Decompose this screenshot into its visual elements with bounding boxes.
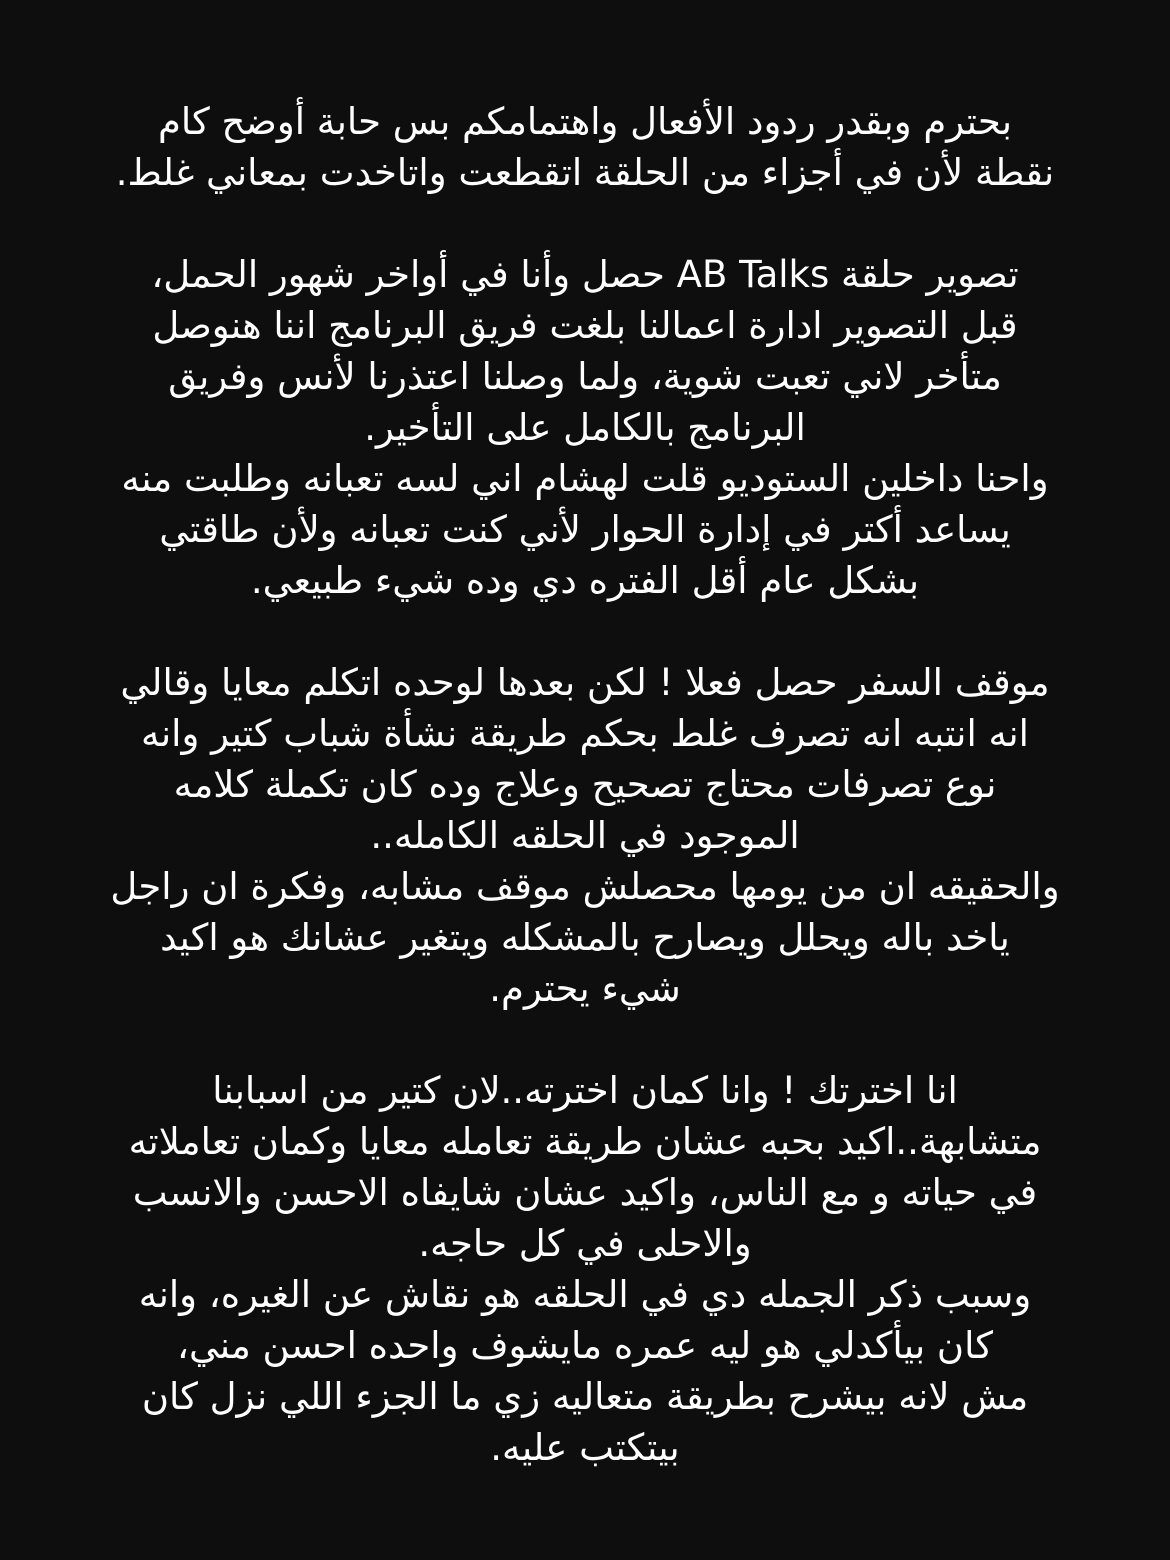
text-line: في حياته و مع الناس، واكيد عشان شايفاه الاحسن والانسب bbox=[132, 1171, 1038, 1214]
text-line: انا اخترتك ! وانا كمان اخترته..لان كتير من اسبابنا bbox=[212, 1069, 958, 1112]
text-line: شيء يحترم. bbox=[489, 967, 681, 1010]
text-line: كان بيأكدلي هو ليه عمره مايشوف واحده احسن مني، bbox=[177, 1324, 993, 1367]
text-line: يساعد أكتر في إدارة الحوار لأني كنت تعبانه ولأن طاقتي bbox=[159, 508, 1011, 551]
text-line: واحنا داخلين الستوديو قلت لهشام اني لسه تعبانه وطلبت منه bbox=[121, 457, 1049, 500]
text-line: موقف السفر حصل فعلا ! لكن بعدها لوحده اتكلم معايا وقالي bbox=[120, 661, 1050, 704]
paragraph-choice bbox=[60, 1065, 1110, 1473]
text-line: نوع تصرفات محتاج تصحيح وعلاج وده كان تكملة كلامه bbox=[173, 763, 997, 806]
text-line: الموجود في الحلقه الكامله.. bbox=[370, 814, 800, 857]
text-line: وسبب ذكر الجمله دي في الحلقه هو نقاش عن الغيره، وانه bbox=[138, 1273, 1032, 1316]
text-line: بحترم وبقدر ردود الأفعال واهتمامكم بس حابة أوضح كام bbox=[157, 100, 1013, 143]
text-line: متأخر لاني تعبت شوية، ولما وصلنا اعتذرنا لأنس وفريق bbox=[168, 355, 1002, 398]
text-line: بشكل عام أقل الفتره دي وده شيء طبيعي. bbox=[250, 559, 920, 602]
text-line: انه انتبه انه تصرف غلط بحكم طريقة نشأة شباب كتير وانه bbox=[141, 712, 1029, 755]
text-line: والاحلى في كل حاجه. bbox=[418, 1222, 752, 1265]
paragraph-filming bbox=[60, 249, 1110, 606]
story-text bbox=[60, 96, 1110, 1473]
paragraph-travel bbox=[60, 657, 1110, 1014]
text-line: ياخد باله ويحلل ويصارح بالمشكله ويتغير عشانك هو اكيد bbox=[160, 916, 1010, 959]
text-line: نقطة لأن في أجزاء من الحلقة اتقطعت واتاخدت بمعاني غلط. bbox=[115, 151, 1055, 194]
text-line: بيتكتب عليه. bbox=[490, 1426, 680, 1469]
text-line: والحقيقه ان من يومها محصلش موقف مشابه، وفكرة ان راجل bbox=[110, 865, 1060, 908]
paragraph-intro bbox=[60, 96, 1110, 198]
text-line: قبل التصوير ادارة اعمالنا بلغت فريق البرنامج اننا هنوصل bbox=[152, 304, 1018, 347]
text-line: متشابهة..اكيد بحبه عشان طريقة تعامله معايا وكمان تعاملاته bbox=[128, 1120, 1042, 1163]
text-line: تصوير حلقة AB Talks حصل وأنا في أواخر شهور الحمل، bbox=[151, 253, 1019, 296]
text-line: البرنامج بالكامل على التأخير. bbox=[364, 406, 806, 449]
text-line: مش لانه بيشرح بطريقة متعاليه زي ما الجزء اللي نزل كان bbox=[141, 1375, 1029, 1418]
